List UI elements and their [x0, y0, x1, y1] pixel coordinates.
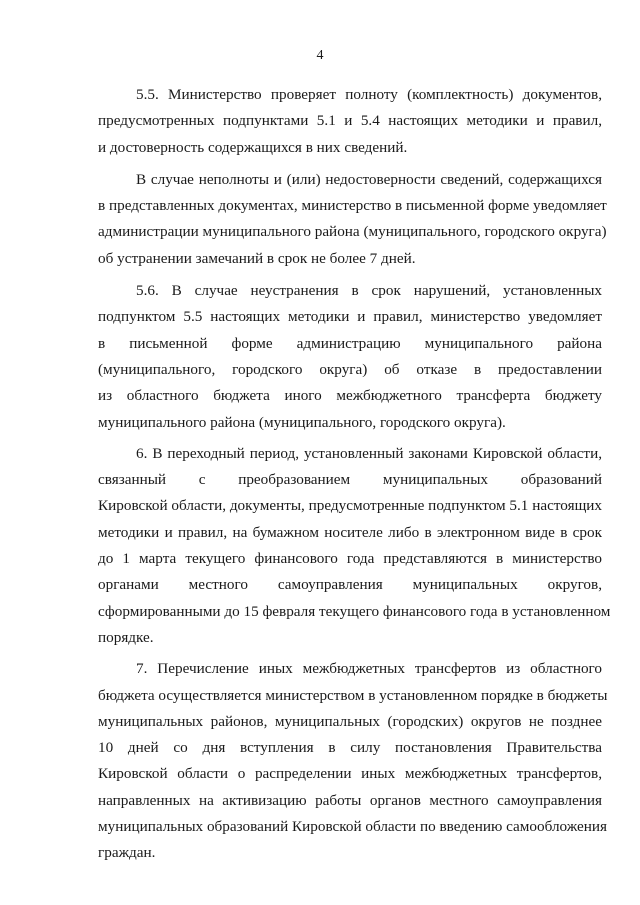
paragraph-5-5-continuation	[98, 167, 607, 272]
document-body	[98, 82, 611, 867]
text-line: Кировской области, документы, предусмотренные подпунктом 5.1 настоящих	[98, 497, 602, 515]
text-line: 7. Перечисление иных межбюджетных трансфертов из областного	[136, 660, 602, 678]
text-line: Кировской области о распределении иных межбюджетных трансфертов,	[98, 765, 602, 783]
paragraph-6	[98, 441, 611, 651]
text-line: подпунктом 5.5 настоящих методики и правил, министерство уведомляет	[98, 308, 602, 326]
text-line: методики и правил, на бумажном носителе либо в электронном виде в срок	[98, 523, 602, 541]
text-line: сформированными до 15 февраля текущего финансового года в установленном	[98, 602, 611, 620]
text-line: бюджета осуществляется министерством в установленном порядке в бюджеты	[98, 686, 608, 704]
paragraph-7	[98, 656, 608, 866]
text-line: муниципального района (муниципального, городского округа).	[98, 413, 506, 431]
text-line: 10 дней со дня вступления в силу постановления Правительства	[98, 739, 602, 757]
text-line: связанный с преобразованием муниципальных образований	[98, 471, 602, 489]
text-line: 6. В переходный период, установленный законами Кировской области,	[136, 444, 602, 462]
text-line: администрации муниципального района (муниципального, городского округа)	[98, 223, 607, 241]
text-line: муниципальных районов, муниципальных (городских) округов не позднее	[98, 712, 602, 730]
paragraph-5-5	[98, 82, 602, 161]
paragraph-5-6	[98, 278, 602, 436]
text-line: (муниципального, городского округа) об отказе в предоставлении	[98, 360, 602, 378]
text-line: В случае неполноты и (или) недостоверности сведений, содержащихся	[136, 170, 602, 188]
text-line: граждан.	[98, 844, 156, 862]
text-line: и достоверность содержащихся в них сведений.	[98, 138, 408, 156]
text-line: муниципальных образований Кировской области по введению самообложения	[98, 818, 608, 836]
page-number: 4	[316, 48, 324, 63]
text-line: об устранении замечаний в срок не более 7 дней.	[98, 249, 416, 267]
text-line: порядке.	[98, 628, 154, 646]
text-line: органами местного самоуправления муниципальных округов,	[98, 576, 602, 594]
text-line: в представленных документах, министерство в письменной форме уведомляет	[98, 197, 607, 215]
text-line: предусмотренных подпунктами 5.1 и 5.4 настоящих методики и правил,	[98, 112, 602, 130]
text-line: в письменной форме администрацию муниципального района	[98, 334, 602, 352]
text-line: из областного бюджета иного межбюджетного трансферта бюджету	[98, 387, 602, 405]
text-line: до 1 марта текущего финансового года представляются в министерство	[98, 550, 602, 568]
text-line: 5.5. Министерство проверяет полноту (комплектность) документов,	[136, 86, 602, 103]
text-line: 5.6. В случае неустранения в срок нарушений, установленных	[136, 282, 602, 300]
text-line: направленных на активизацию работы органов местного самоуправления	[98, 791, 602, 809]
